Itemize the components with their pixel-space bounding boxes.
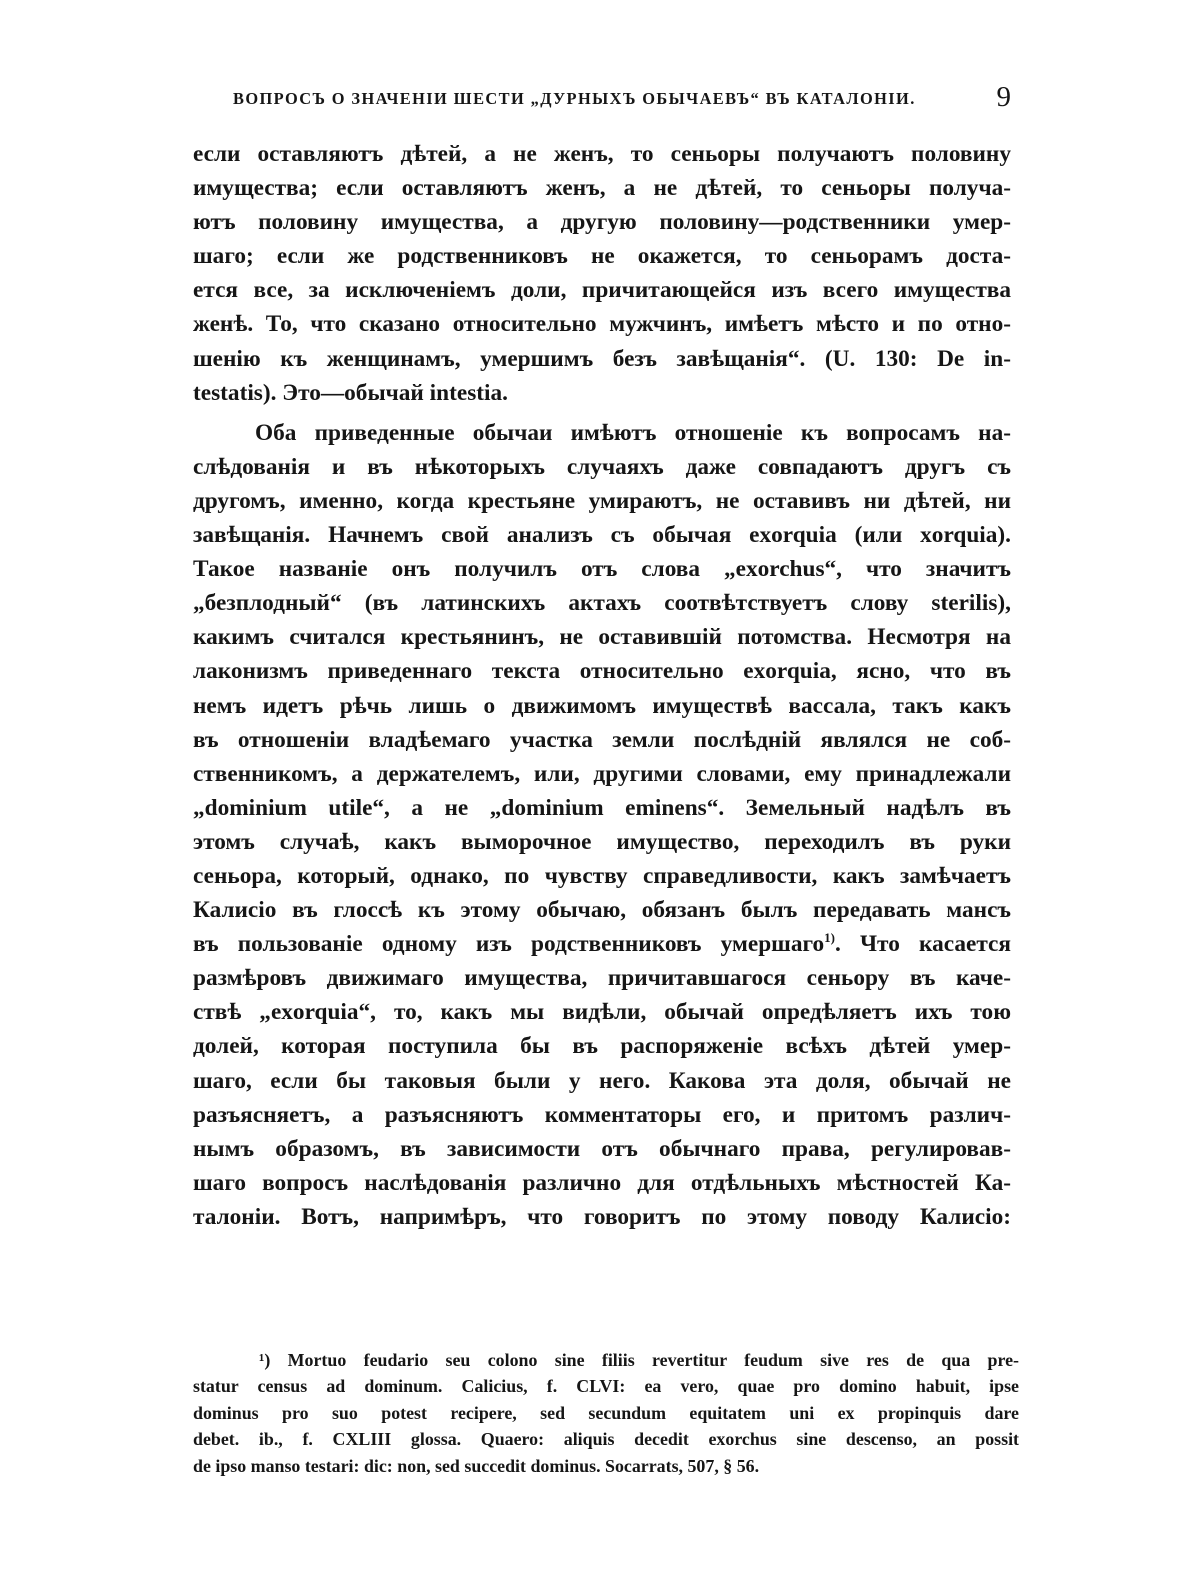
text-line: Калисіо въ глоссѣ къ этому обычаю, обязанъ былъ передавать мансъ [193, 897, 1011, 924]
text-line: шаго; если же родственниковъ не окажется, то сеньорамъ доста- [193, 243, 1011, 270]
text-line: завѣщанія. Начнемъ свой анализъ съ обычая exorquia (или xorquia). [193, 522, 1011, 549]
text-line: если оставляютъ дѣтей, а не женъ, то сеньоры получаютъ половину [193, 141, 1011, 167]
footnote [193, 1347, 1019, 1479]
text-line: ется все, за исключеніемъ доли, причитающейся изъ всего имущества [193, 277, 1011, 304]
footnote-line: dominus pro suo potest recipere, sed secundum equitatem uni ex propinquis dare [193, 1402, 1019, 1423]
text-line: ютъ половину имущества, а другую половину—родственники умер- [193, 209, 1011, 236]
text-line: шаго вопросъ наслѣдованія различно для отдѣльныхъ мѣстностей Ка- [193, 1169, 1011, 1196]
text-line: лаконизмъ приведеннаго текста относительно exorquia, ясно, что въ [193, 658, 1011, 685]
main-text [193, 137, 1011, 1240]
text-line: какимъ считался крестьянинъ, не оставившій потомства. Несмотря на [193, 624, 1011, 651]
text-line: нымъ образомъ, въ зависимости отъ обычнаго права, регулировав- [193, 1135, 1011, 1162]
text-line: талоніи. Вотъ, напримѣръ, что говоритъ по этому поводу Калисіо: [193, 1203, 1011, 1230]
text-line-with-footnote-ref [193, 927, 1011, 961]
text-line: въ отношеніи владѣемаго участка земли послѣдній являлся не соб- [193, 726, 1011, 753]
text-line: шенію къ женщинамъ, умершимъ безъ завѣщанія“. (U. 130: De in- [193, 345, 1011, 372]
text-fragment: . Что касается [834, 931, 1011, 958]
text-line: шаго, если бы таковыя были у него. Какова эта доля, обычай не [193, 1067, 1011, 1094]
text-line: разъясняетъ, а разъясняютъ комментаторы его, и притомъ различ- [193, 1101, 1011, 1128]
paragraph-1 [193, 137, 1011, 410]
footnote-marker: ¹) [259, 1350, 271, 1370]
text-line: этомъ случаѣ, какъ выморочное имущество, переходилъ въ руки [193, 828, 1011, 855]
text-line: сеньора, который, однако, по чувству справедливости, какъ замѣчаетъ [193, 862, 1011, 889]
text-line: немъ идетъ рѣчь лишь о движимомъ имуществѣ вассала, такъ какъ [193, 692, 1011, 719]
text-line: „безплодный“ (въ латинскихъ актахъ соотвѣтствуетъ слову sterilis), [193, 590, 1011, 617]
text-line: слѣдованія и въ нѣкоторыхъ случаяхъ даже совпадаютъ другъ съ [193, 453, 1011, 480]
text-fragment: въ пользованіе одному изъ родственниковъ умершаго [193, 931, 825, 958]
running-title: ВОПРОСЪ О ЗНАЧЕНІИ ШЕСТИ „ДУРНЫХЪ ОБЫЧАЕВЪ“ ВЪ КАТАЛОНІИ. [233, 89, 916, 108]
running-header [233, 83, 1023, 115]
footnote-line: debet. ib., f. CXLIII glossa. Quaero: aliquis decedit exorchus sine descenso, an possit [193, 1429, 1019, 1450]
text-line: размѣровъ движимаго имущества, причитавшагося сеньору въ каче- [193, 965, 1011, 992]
text-line: Оба приведенные обычаи имѣютъ отношеніе къ вопросамъ на- [255, 419, 1011, 446]
text-line: имущества; если оставляютъ женъ, а не дѣтей, то сеньоры получа- [193, 175, 1011, 202]
footnote-line: de ipso manso testari: dic: non, sed succedit dominus. Socarrats, 507, § 56. [193, 1455, 760, 1476]
text-line: Такое названіе онъ получилъ отъ слова „exorchus“, что значитъ [193, 556, 1011, 583]
text-line: „dominium utile“, а не „dominium eminens“. Земельный надѣлъ въ [193, 794, 1011, 821]
text-line: ственникомъ, а держателемъ, или, другими словами, ему принадлежали [193, 760, 1011, 787]
text-line: другомъ, именно, когда крестьяне умираютъ, не оставивъ ни дѣтей, ни [193, 487, 1011, 514]
footnote-text: Mortuo feudario seu colono sine filiis revertitur feudum sive res de qua pre- [287, 1350, 1019, 1370]
text-line: женѣ. То, что сказано относительно мужчинъ, имѣетъ мѣсто и по отно- [193, 311, 1011, 338]
paragraph-2 [193, 416, 1011, 1234]
text-line: ствѣ „exorquia“, то, какъ мы видѣли, обычай опредѣляетъ ихъ тою [193, 999, 1011, 1026]
footnote-reference[interactable]: 1) [824, 930, 835, 946]
text-line: testatis). Это—обычай intestia. [193, 379, 508, 406]
footnote-line [193, 1347, 1019, 1373]
page-number: 9 [996, 81, 1011, 113]
footnote-line: statur census ad dominum. Calicius, f. CLVI: ea vero, quae pro domino habuit, ipse [193, 1376, 1019, 1397]
text-line: долей, которая поступила бы въ распоряженіе всѣхъ дѣтей умер- [193, 1033, 1011, 1060]
